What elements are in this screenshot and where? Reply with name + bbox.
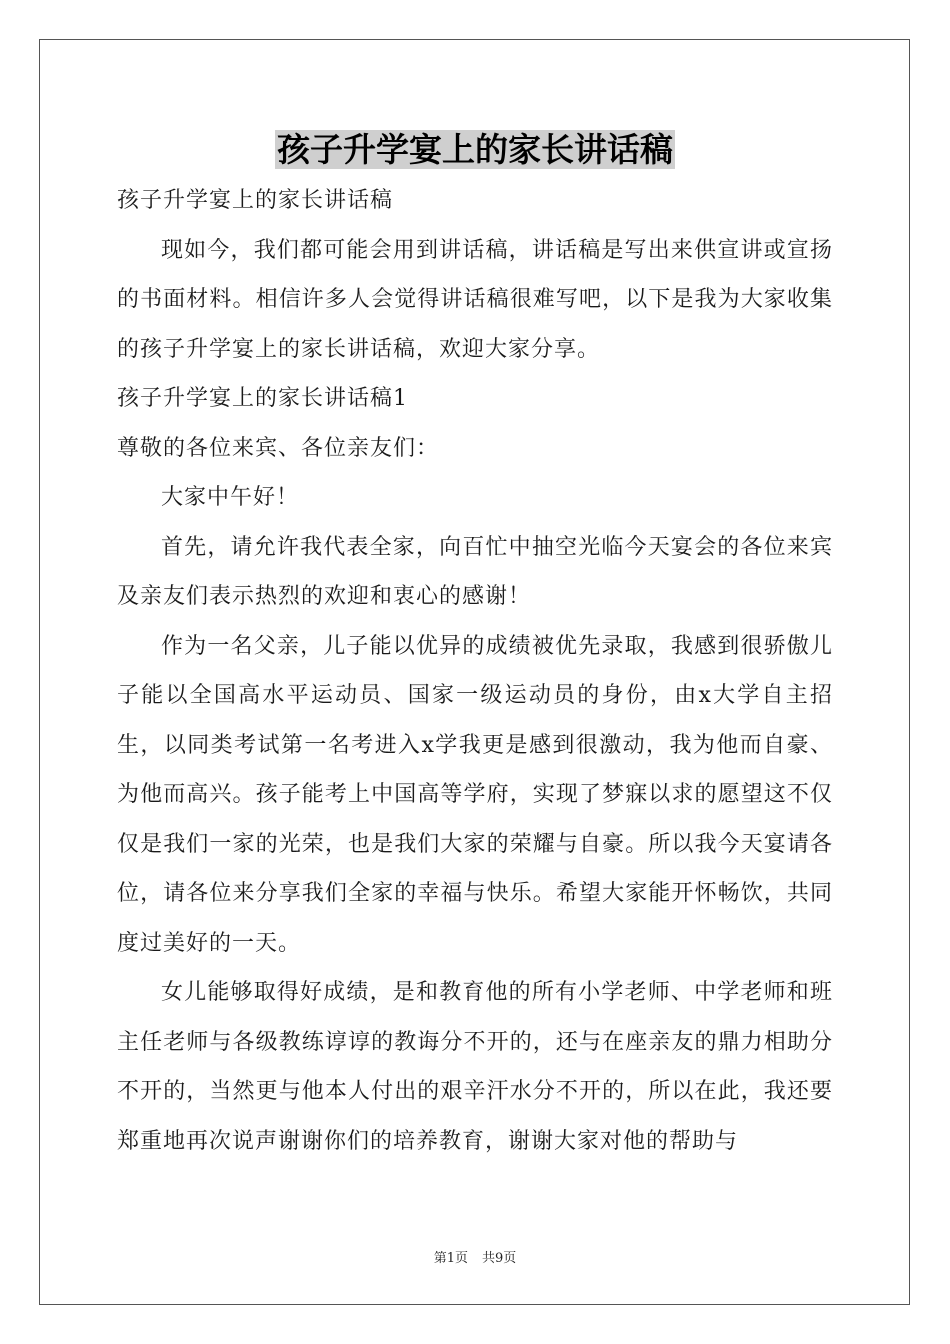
- paragraph-father: 作为一名父亲，儿子能以优异的成绩被优先录取，我感到很骄傲儿子能以全国高水平运动员、国家一级运动员的身份，由x大学自主招生，以同类考试第一名考进入x学我更是感到很激动，我为他而自豪、为他而高兴。孩子能考上中国高等学府，实现了梦寐以求的愿望这不仅仅是我们一家的光荣，也是我们大家的荣耀与自豪。所以我今天宴请各位，请各位来分享我们全家的幸福与快乐。希望大家能开怀畅饮，共同度过美好的一天。: [117, 633, 833, 956]
- page-number: 第1页: [433, 1251, 468, 1266]
- document-body: [117, 124, 833, 1166]
- intro-paragraph: 现如今，我们都可能会用到讲话稿，讲话稿是写出来供宣讲或宣扬的书面材料。相信许多人会觉得讲话稿很难写吧，以下是我为大家收集的孩子升学宴上的家长讲话稿，欢迎大家分享。: [117, 237, 833, 362]
- document-title: [117, 124, 833, 176]
- salutation: 尊敬的各位来宾、各位亲友们：: [117, 435, 440, 461]
- greeting: 大家中午好！: [161, 485, 300, 510]
- section-heading: 孩子升学宴上的家长讲话稿1: [117, 386, 408, 411]
- paragraph-teachers: 女儿能够取得好成绩，是和教育他的所有小学老师、中学老师和班主任老师与各级教练谆谆的教诲分不开的，还与在座亲友的鼎力相助分不开的，当然更与他本人付出的艰辛汗水分不开的，所以在此，我还要郑重地再次说声谢谢你们的培养教育，谢谢大家对他的帮助与: [117, 980, 833, 1154]
- page-total: 共9页: [482, 1251, 517, 1266]
- subtitle-line: 孩子升学宴上的家长讲话稿: [117, 188, 394, 213]
- page-footer: [0, 1247, 950, 1266]
- paragraph-thanks: 首先，请允许我代表全家，向百忙中抽空光临今天宴会的各位来宾及亲友们表示热烈的欢迎和衷心的感谢！: [117, 534, 833, 609]
- title-text: 孩子升学宴上的家长讲话稿: [277, 130, 673, 169]
